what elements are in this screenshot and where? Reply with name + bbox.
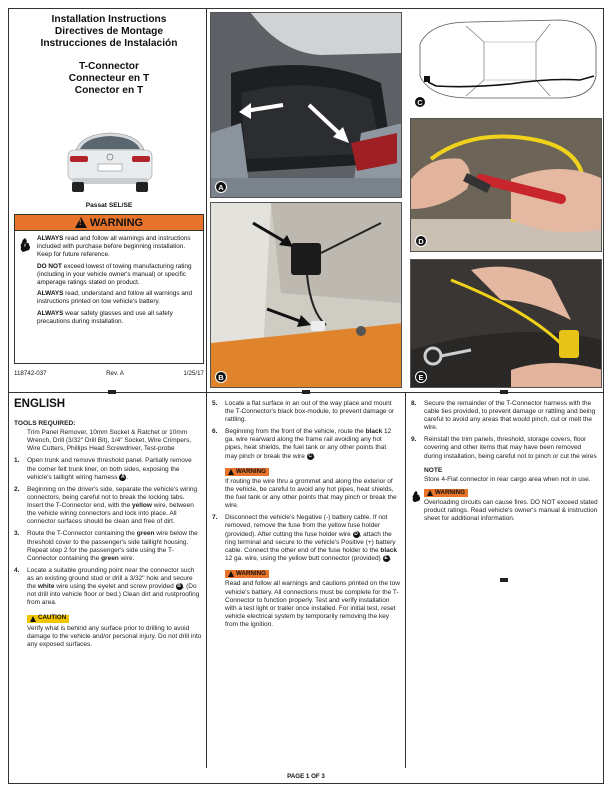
column-divider-2 <box>405 392 406 768</box>
warning-item-4: ALWAYS wear safety glasses and use all safety precautions during installation. <box>37 309 173 325</box>
title-en: Installation Instructions <box>51 14 167 25</box>
document-meta <box>14 370 204 377</box>
warning-item-3: ALWAYS read, understand and follow all warnings and instructions printed on tow vehicle's battery. <box>37 290 193 306</box>
caution-text: Verify what is behind any surface prior to drilling to avoid damage to the vehicle and/or personal injury. Do not drill into any exposed surfaces. <box>27 624 202 648</box>
photo-badge-c: C <box>414 96 426 108</box>
ref-e-icon: E <box>384 555 388 562</box>
step-2: 2. Beginning on the driver's side, separate the vehicle's wiring connectors, being careful not to break the locking tabs. Insert the T-Connector end, with the yellow wire, between the vehicle wiring connectors and lock into place. All connector surfaces should be clean and free of dirt. <box>14 485 198 526</box>
step-1: 1. Open trunk and remove threshold panel. Partially remove the corner felt trunk liner, on both sides, exposing the vehicle's taillight wiring harness A . <box>14 457 192 481</box>
warning-triangle-icon <box>228 571 234 577</box>
product-en: T-Connector <box>79 61 139 72</box>
title-fr: Directives de Montage <box>54 26 164 37</box>
warning-badge-2: WARNING <box>225 570 269 578</box>
ref-b-icon: B <box>177 583 181 589</box>
step-3: 3. Route the T-Connector containing the green wire below the threshold cover to the passenger's side taillight housing. Repeat step 2 for the passenger's side using the T-Connector containing the green wire. <box>14 530 198 562</box>
step-9: 9. Reinstall the trim panels, threshold, storage covers, floor covering and other items that may have been removed during installation, being careful not to pinch or cut the wires <box>411 436 597 460</box>
vehicle-label: Passat SEL/SE <box>85 202 133 209</box>
page-number: PAGE 1 OF 3 <box>287 773 325 780</box>
photo-badge-e: E <box>415 371 427 383</box>
warning-item-2: DO NOT exceed lowest of towing manufacturing rating (including in your vehicle owner's manual) or specific amperage ratings stated on product. <box>37 262 192 287</box>
warning-block-3 <box>411 486 599 523</box>
caution-triangle-icon <box>30 616 36 622</box>
warning-box <box>14 214 204 364</box>
vehicle-rear-photo <box>62 126 158 198</box>
revision: Rev. A <box>106 370 124 377</box>
step-5: 5. Locate a flat surface in an out of the way place and mount the T-Connector's black box-module, to prevent damage or rattling. <box>212 400 395 424</box>
warning-badge-3: WARNING <box>424 489 468 497</box>
warning-item-1: ALWAYS read and follow all warnings and instructions included with purchase before beginning installation. Keep for future reference. <box>37 235 191 259</box>
photo-b-trunk-side <box>210 202 402 388</box>
fire-hand-icon <box>19 237 32 253</box>
warning-text-1: If routing the wire thru a grommet and along the exterior of the vehicle, be careful to avoid any hot pipes, heat shields, the fuel tank or any other points that may pinch or break the wire. <box>225 477 397 510</box>
instructions-column-2 <box>212 400 400 629</box>
warning-triangle-icon <box>228 469 234 475</box>
note-block <box>411 467 599 484</box>
photo-e-fuse-holder <box>410 259 602 388</box>
caution-badge: CAUTION <box>27 615 69 623</box>
fold-tick <box>500 390 508 394</box>
part-number: 118742-037 <box>14 370 47 377</box>
warning-triangle-icon <box>427 490 433 496</box>
step-6: 6. Beginning from the front of the vehicle, route the black 12 ga. wire rearward along the frame rail avoiding any hot pipes, heat shields, the fuel tank or any other points that may pinch or break the wire C . <box>212 428 392 460</box>
language-heading: ENGLISH <box>14 398 66 410</box>
instructions-column-3 <box>411 400 599 523</box>
photo-badge-a: A <box>215 181 227 193</box>
photo-badge-b: B <box>215 371 227 383</box>
warning-heading: WARNING <box>89 216 144 229</box>
title-block <box>14 14 204 97</box>
warning-body <box>15 231 203 326</box>
photo-d-cut-wire <box>410 118 602 252</box>
warning-block-1 <box>212 465 400 510</box>
fold-tick <box>108 390 116 394</box>
fold-tick <box>500 578 508 582</box>
doc-date: 1/25/17 <box>183 370 204 377</box>
fire-hand-icon <box>411 490 422 503</box>
product-fr: Connecteur en T <box>68 73 150 84</box>
warning-text-2: Read and follow all warnings and cautions printed on the tow vehicle's battery. All connections must be complete for the T-Connector to function properly. Test and verify installation with a test light or trailer once installed. For initial test, reset vehicle electrical system by temporarily removing the key from the ignition. <box>225 580 400 628</box>
header-column-divider <box>206 8 207 392</box>
step-4: 4. Locate a suitable grounding point near the connector such as an existing ground stud or drill a 3/32" hole and secure the white wire using the eyelet and screw provided B . (Do not drill into vehicle floor or bed.) Clean dirt and rustproofing from area. <box>14 566 200 607</box>
ref-d-icon: D <box>354 530 358 537</box>
instructions-column-1 <box>14 400 202 649</box>
column-divider-1 <box>206 392 207 768</box>
warning-header <box>15 215 203 231</box>
warning-text-3: Overloading circuits can cause fires. DO NOT exceed stated product ratings. Read vehicle's owner's manual & instruction sheet for additional information. <box>424 498 598 523</box>
ref-a-icon: A <box>120 473 125 480</box>
tools-list: Trim Panel Remover, 10mm Socket & Ratchet or 10mm Wrench, Drill (3/32" Drill Bit), 1/4" Socket, Wire Crimpers, Wire Cutters, Phillips Head Screwdriver, Test-probe <box>27 429 192 453</box>
note-heading: NOTE <box>424 466 443 474</box>
warning-block-2 <box>212 567 400 629</box>
step-7: 7. Disconnect the vehicle's Negative (-) battery cable. If not removed, remove the fuse from the yellow fuse holder (provided). After cutting the fuse holder wire D , attach the ring terminal and secure to the vehicle's Positive (+) battery cable. Connect the other end of the fuse holder to the black 12 ga. wire, using the yellow butt connector (provided) E . <box>212 514 398 563</box>
photo-c-routing-diagram <box>410 12 602 110</box>
ref-c-icon: C <box>308 452 312 459</box>
warning-triangle-icon <box>75 217 87 228</box>
step-8: 8. Secure the remainder of the T-Connector harness with the cable ties provided, to prevent damage or rattling and being careful to avoid any areas that would pinch, cut or melt the wire. <box>411 400 596 432</box>
note-text: Store 4-Flat connector in rear cargo area when not in use. <box>424 475 591 483</box>
caution-block <box>14 612 202 649</box>
title-es: Instrucciones de Instalación <box>40 38 178 49</box>
photo-a-trunk <box>210 12 402 198</box>
product-es: Conector en T <box>74 85 144 96</box>
photo-badge-d: D <box>415 235 427 247</box>
tools-heading: TOOLS REQUIRED: <box>14 420 76 428</box>
warning-badge-1: WARNING <box>225 468 269 476</box>
fold-tick <box>302 390 310 394</box>
